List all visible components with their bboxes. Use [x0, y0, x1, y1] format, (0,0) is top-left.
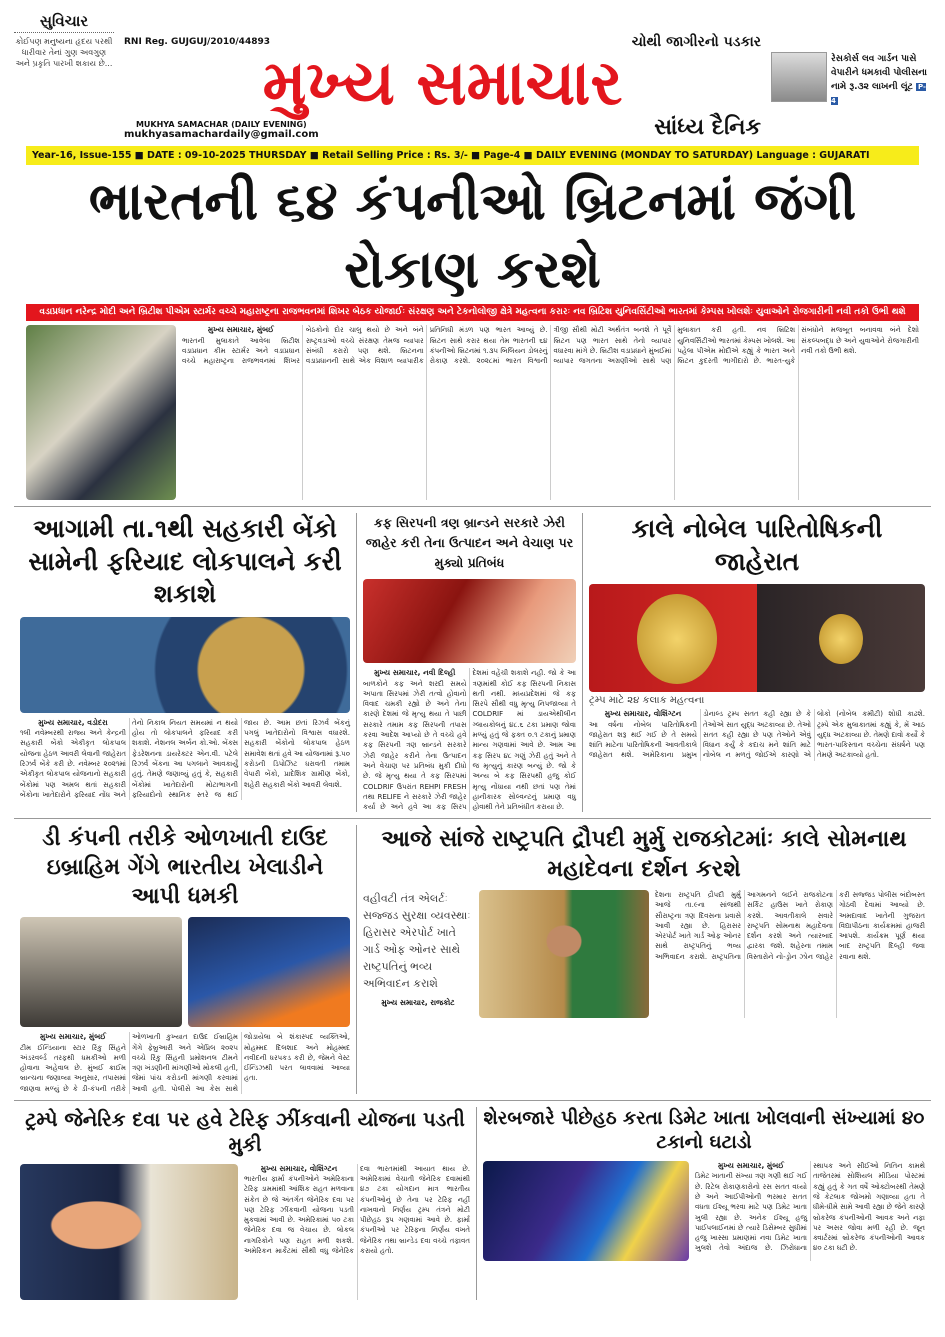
byline: મુખ્ય સમાચાર, રાજકોટ [381, 997, 455, 1007]
lead-headline: ભારતની ૬૪ કંપનીઓ બ્રિટનમાં જંગી રોકાણ કરશે [88, 172, 857, 300]
teaser-text: રેસકોર્સ લવ ગાર્ડન પાસે વેપારીને ધમકાવી પોલીસના નામે રૂ.૩૨ લાખની લૂંટ [831, 54, 928, 92]
article-text: ૧લી નવેમ્બરથી રાજ્ય અને કેન્દ્રની સહકારી બેંકો એકીકૃત લોકપાલ યોજના હેઠળ આવરી લેવાની જાહેરાત રિઝર્વ બેંકે કરી છે. નવેમ્બર ૨૦૨૧માં એકીકૃત લોકપાલ યોજનાનો સહકારી બેંકોમાં પણ અમલ થતાં સહકારી બેંકોના ખાતેદારોને ફરિયાદ નોંધ અને તેનો નિકાલ નિયત સમયમાં ન થયો હોય તો લોકપાલને ફરિયાદ કરી શકાશે. નેશનલ અર્બન કો.ઓ. બેંક્સ ફેડરેશનના ડાયરેક્ટર એન.વી. પટેલે રિઝર્વ બેંકના આ પગલાને આવકાર્યું હતું. તેમણે જણાવ્યું હતું કે, સહકારી બેંકોમાં ખાતેદારોની મોટાભાગની ફરિયાદોનો સ્થાનિક સ્તરે જ થઈ જાય છે. આમ છતાં રિઝર્વ બેંકનું પગલું ખાતેદારોનો વિશ્વાસ વધારશે. સહકારી બેંકોનો લોકપાલ હેઠળ સમાવેશ થતાં હવે આ યોજનામાં રૂ.૫૦ કરોડની ડિપોઝિટ ધરાવતી તમામ વેપારી બેંકો, પ્રાદેશિક ગ્રામીણ બેંકો, શહેરી સહકારી બેંકો આવરી લેવાશે. [20, 718, 350, 799]
masthead-tagline: ચોથી જાગીરનો પડકાર [631, 34, 761, 50]
president-subhead: વહીવટી તંત્ર એલર્ટઃ સજ્જડ સુરક્ષા વ્યવસ્થાઃ હિરાસર એરપોર્ટ ખાતે ગાર્ડ ઓફ ઓનર સાથે રાષ્ટ્રપતિનું ભવ્ય અભિવાદન કરાશે [363, 891, 471, 990]
president-photo [479, 890, 649, 1018]
trump-generic-body [244, 1164, 470, 1300]
president-body [655, 890, 925, 1018]
demat-body [695, 1161, 925, 1261]
page-badge: P-4 [831, 83, 926, 105]
masthead-center [124, 12, 761, 140]
lead-body [182, 325, 919, 500]
article-text: બાળકોને કફ અને શરદી સમયે અપાતા સિરપમાં ઝેરી તત્વો હોવાનો વિવાદ ચમકી રહ્યો છે અને તેના કારણે દેશમાં જે મૃત્યુ થયા તે પાછી સરકારે તમામ કફ સિરપની તપાસ કરવા આદેશ આપ્યો છે તે વચ્ચે હવે કફ સિરપની ત્રણ બ્રાન્ડને સરકારે ઝેરી જાહેર કરીને તેના ઉત્પાદન અને વેચાણ પર પ્રતિબંધ મુકી દીધો છે. જે મૃત્યુ થયા તે કફ સિરપમાં COLDRIF ઉપરાંત REHPI FRESH તથા RELIFE ને સરકારે ઝેરી જાહેર કર્યા છે અને હવે આ કફ સિરપ દેશમાં વહેંચી શકાશે નહી. જો કે આ ત્રણમાંથી કોઈ કફ સિરપની નિકાસ થતી નથી. મધ્યપ્રદેશમાં જે કફ સિરપે સૌથી વધુ મૃત્યુ નિપજાવ્યા તે COLDRIF માં ડાયએથીલીન ગ્લાયકોલનું ૪૮.૬ ટકા પ્રમાણ જોવા મળ્યું હતું જે ફક્ત ૦.૧ ટકાનું પ્રમાણ માન્ય ગણવામાં આવે છે. આમ આ કફ સિરપ ૪૮ ગણું ઝેરી હતું અને તે જ મૃત્યુનું કારણ બન્યું છે. જો કે અન્ય બે કફ સિરપથી હજુ કોઈ મૃત્યુ નોંધાયા નથી છતાં પણ તેમાં હાનીકારક સોલ્વન્ટનું પ્રમાણ વધુ હોવાથી તેને પ્રતિબંધીત કરાયા છે. [363, 669, 576, 812]
nobel-story [582, 513, 931, 812]
masthead [14, 12, 931, 140]
modi-starmer-photo [26, 325, 176, 500]
article-text: આ વર્ષના નોબેલ પારિતોષિકની જાહેરાત શરૂ થઈ ગઈ છે તે સમયે શાંતિ માટેના પારિતોષિકની આવતીકાલે જાહેરાત થશે. અમેરિકાના પ્રમુખ ડોનાલ્ડ ટ્રમ્પ સતત કહી રહ્યા છે કે તેઓએ સાત યુદ્ધ અટકાવ્યા છે. તેઓ સતત કહી રહ્યા છે પણ તેઓને એવું વિધાન કર્યું કે કદાચ મને શાંતિ માટે નોબેલ ન મળતું જોઈએ કારણો એ લોકો (નોબેલ કમીટી) શોધી કાઢશે. ટ્રમ્પે એક મુલાકાતમાં કહ્યું કે, મેં આઠ યુદ્ધ અટકાવ્યા છે. તેમણે દાવો કર્યો કે ભારત-પાકિસ્તાન વચ્ચેના સંઘર્ષને પણ તેમણે અટકાવ્યો હતો. [589, 710, 925, 760]
byline: મુખ્ય સમાચાર, મુંબઈ [39, 1032, 107, 1042]
byline: મુખ્ય સમાચાર, મુંબઈ [717, 1161, 785, 1171]
nobel-caption: ટ્રમ્પ માટે ૨૪ કલાક મહત્વના [589, 695, 705, 707]
president-headline: આજે સાંજે રાષ્ટ્રપતિ દ્રૌપદી મુર્મુ રાજકોટમાંઃ કાલે સોમનાથ મહાદેવના દર્શન કરશે [381, 826, 907, 882]
info-bar: Year-16, Issue-155 ■ DATE : 09-10-2025 THURSDAY ■ Retail Selling Price : Rs. 3/- ■ Page-4 ■ DAILY EVENING (MONDAY TO SATURDAY) Language : GUJARATI [26, 146, 919, 165]
byline: મુખ્ય સમાચાર, નવી દિલ્હી [374, 668, 456, 678]
president-story [356, 825, 931, 1094]
nobel-headline: કાલે નોબેલ પારિતોષિકની જાહેરાત [631, 514, 883, 576]
cough-syrup-photo [363, 579, 576, 663]
article-text: ભારતની મુલાકાતે આવેલા બ્રિટીશ વડાપ્રધાન કીમ સ્ટાર્મર અને વડાપ્રધાન વચ્ચે મહારાષ્ટ્રના રાજભવનમાં શિખર બેઠકોનો દોર ચાલુ થયો છે અને બંને રાષ્ટ્રવડાઓ વચ્ચે સંરક્ષણ તેમજ વ્યાપાર સંબંધી કરારો પણ થશે. બ્રિટનના વડાપ્રધાનની સાથે એક વિશાળ વ્યાપારીક પ્રતિનિધી મંડળ પણ ભારત આવ્યું છે. બ્રિટન સાથે કરાર થયા તેમ ભારતની ૬૪ કંપનીઓ બ્રિટનમાં ૧.૩૫ બિલિયન ડોલરનું રોકાણ કરશે. ૨૦૨૮માં ભારત વિશ્વની ત્રીજી સૌથી મોટી અર્થતંત્ર બનશે તે પૂર્વે બ્રિટન પણ ભારત સાથે તેનો વ્યાપાર વધારવા માંગે છે. બ્રિટીશ વડાપ્રધાને મુંબઈમાં વ્યાપાર જગતના અગ્રણીઓ સાથે પણ મુલાકાત કરી હતી. નવ બ્રિટિશ યુનિવર્સિટીઓ ભારતમાં કેમ્પસ ખોલશે. આ પહેલા પીએમ મોદીએ કહ્યું કે ભારત અને બ્રિટન કુદરતી ભાગીદારો છે. ભારત-યુકે સંબંધોને મજબૂત બનાવવા બંને દેશો સંકલ્પબદ્ધ છે અને યુવાઓને રોજગારીની નવી તકો ઉભી થશે. [182, 326, 919, 366]
english-name: MUKHYA SAMACHAR (DAILY EVENING) [135, 120, 307, 130]
cough-syrup-headline: કફ સિરપની ત્રણ બ્રાન્ડને સરકારે ઝેરી જાહેર કરી તેના ઉત્પાદન અને વેચાણ પર મુક્યો પ્રતિબંધ [365, 515, 574, 571]
suvichar-title: સુવિચાર [14, 12, 114, 33]
medal-shape [819, 614, 863, 664]
byline: મુખ્ય સમાચાર, મુંબઈ [207, 325, 274, 335]
rni-number: RNI Reg. GUJGUJ/2010/44893 [124, 37, 270, 47]
lead-story [14, 321, 931, 507]
article-text: ડિમેટ ખાતાની સંખ્યા ત્રણ ગણી થઈ ગઈ છે. રિટેલ રોકાણકારોનો રસ સતત વધ્યો છે અને આઈપીઓની ભરમાર સતત વધતા ઈશ્યૂ ભરવા માટે પણ ડિમેટ ખાતા ખુલી રહ્યા છે. અનેક ઈશ્યૂ હજુ પાઈપલાઈનમાં છે ત્યારે ડિસેમ્બર સુધીમાં હજુ ખાસ્સા પ્રમાણમાં નવા ડિમેટ ખાતા ખુલશે તેવો અંદાજ છે. ઝિરોધાના સ્થાપક અને સીઈઓ નિતિન કામથે તાજેતરમાં સોશિયલ મીડિયા પોસ્ટમાં કહ્યું હતું કે ગત વર્ષે ઓક્ટોબરથી તેમણે જે કેટલાક જોખમો ગણાવ્યા હતા તે ધીમે-ધીમે સામે આવી રહ્યા છે જેને કારણે બ્રોકરેજ કંપનીઓની આવક અને નફા પર અસર જોવા મળી રહી છે. જૂન ક્વાર્ટરમાં બ્રોકરેજ કંપનીઓની આવક ૪૦ ટકા ઘટી છે. [695, 1162, 925, 1253]
row-2 [14, 507, 931, 819]
coop-bank-body [20, 718, 350, 800]
demat-story [476, 1107, 931, 1300]
demat-headline: શેરબજારે પીછેહઠ કરતા ડિમેટ ખાતા ખોલવાની સંખ્યામાં ૪૦ ટકાનો ઘટાડો [483, 1108, 925, 1154]
gangster-photo [20, 917, 182, 1027]
byline: મુખ્ય સમાચાર, વડોદરા [38, 717, 108, 727]
dawood-story [14, 825, 356, 1094]
trump-medicine-photo [20, 1164, 238, 1300]
suvichar-text: કોઈપણ મનુષ્યના હૃદય પરથી ધારીવાર તેનાં ગુણ અવગુણ અને પ્રકૃતિ પારખી શકાય છે... [15, 37, 113, 68]
trump-generic-headline: ટ્રમ્પે જેનેરિક દવા પર હવે ટેરિફ ઝીંકવાની યોજના પડતી મુકી [25, 1108, 465, 1157]
article-text: ટીમ ઈન્ડિયાના સ્ટાર રિંકુ સિંહને અંડરવર્લ્ડ તરફથી ધમકીઓ મળી હોવાના અહેવાલ છે. મુંબઈ ક્રાઈમ બ્રાન્ચના જણાવ્યા અનુસાર, તપાસમાં જાણવા મળ્યું છે કે ડી-કંપની તરીકે ઓળખાતી કુખ્યાત દાઉદ ઈબ્રાહિમ ગેંગે ફેબ્રુઆરી અને એપ્રિલ ૨૦૨૫ વચ્ચે રિંકુ સિંહની પ્રમોશનલ ટીમને ત્રણ ખંડણીની માંગણીઓ મોકલી હતી, જેમાં પાંચ કરોડની માંગણી કરવામાં આવી હતી. પોલીસે આ કેસ સાથે જોડાયેલા બે શંકાસ્પદ વ્યક્તિઓ, મોહમ્મદ દિલશાદ અને મોહમ્મદ નવીદની ધરપકડ કરી છે, જેમને વેસ્ટ ઈન્ડિઝથી પરત લાવવામાં આવ્યા હતા. [20, 1033, 350, 1093]
demat-app-photo [483, 1161, 689, 1261]
teaser-photo [771, 52, 827, 102]
edition-label: સાંધ્ય દૈનિક [654, 115, 761, 141]
coop-bank-headline: આગામી તા.૧થી સહકારી બેંકો સામેની ફરિયાદ લોકપાલને કરી શકાશે [28, 514, 342, 609]
byline: મુખ્ય સમાચાર, વોશિંગ્ટન [604, 709, 682, 719]
coop-bank-story [14, 513, 356, 812]
trump-generic-story [14, 1107, 476, 1300]
row-4 [14, 1101, 931, 1306]
article-text: ભારતીય ફાર્મા કંપનીઓને અમેરિકાના ટેરિફ ડામમાંથી આંશિક રાહત મળવાના સંકેત છે જે અંતર્ગત જેનેરિક દવા પર પણ ટેરિફ ઝીંકવાની યોજના પડતી મુકવામાં આવી છે. અમેરિકામાં ૫૦ ટકા જેનેરિક દવા જ વેચાય છે. લોકલ નાગરિકોને પણ રાહત મળી શકશે. અમેરિકન માર્કેટમાં સૌથી વધુ જેનેરિક દવા ભારતમાંથી આયાત થાય છે. અમેરિકામાં વેચાતી જેનેરિક દવામાંથી ૪૭ ટકા યોગદાન માત્ર ભારતીય કંપનીઓનું છે તેના પર ટેરિફ નહીં નાખવાનો નિર્ણય ટ્રમ્પ તંત્રને મોટી પીછેહઠ રૂપ ગણવામાં આવે છે. ફાર્મા કંપનીઓ પર ટેરિફના નિર્ણય વખતે જેનેરિક તથા બ્રાન્ડેડ દવા વચ્ચે તફાવત કરાયો હતો. [244, 1164, 470, 1256]
email: mukhyasamachardaily@gmail.com [124, 129, 319, 141]
newspaper-logo: મુખ્ય સમાચાર [262, 46, 623, 119]
cough-syrup-story [356, 513, 582, 812]
medal-shape [637, 594, 717, 684]
nobel-medal-photo [589, 584, 925, 692]
article-text: દેશના રાષ્ટ્રપતિ દ્રૌપદી મુર્મુ આજે તા.૯ના સાંજથી સૌરાષ્ટ્રના ત્રણ દિવસના પ્રવાસે આવી રહ્યા છે. હિરાસર એરપોર્ટ ખાતે ગાર્ડ ઓફ ઓનર સાથે રાષ્ટ્રપતિનું ભવ્ય અભિવાદન કરાશે. રાષ્ટ્રપતિના આગમનને લઈને રાજકોટના સર્કિટ હાઉસ ખાતે રોકાણ કરશે. આવતીકાલે સવારે રાષ્ટ્રપતિ સોમનાથ મહાદેવના દર્શન કરશે અને ત્યારબાદ દ્વારકા જશે. શહેરના તમામ વિસ્તારોને નો-ડ્રોન ઝોન જાહેર કરી સજ્જડ પોલીસ બંદોબસ્ત ગોઠવી દેવામાં આવ્યો છે. અમદાવાદ ખાતેની ગુજરાત વિદ્યાપીઠના કાર્યક્રમમાં હાજરી આપશે. કાર્યક્રમ પૂર્ણ થયા બાદ રાષ્ટ્રપતિ દિલ્હી જવા રવાના થશે. [655, 890, 925, 961]
cough-syrup-body [363, 668, 576, 812]
teaser-story[interactable] [771, 12, 931, 108]
rinku-singh-photo [188, 917, 350, 1027]
byline: મુખ્ય સમાચાર, વોશિંગ્ટન [260, 1163, 338, 1173]
lead-strap: વડાપ્રધાન નરેન્દ્ર મોદી અને બ્રિટીશ પીએમ સ્ટાર્મર વચ્ચે મહારાષ્ટ્રના રાજભવનમાં શિખર બેઠક યોજાઈઃ સંરક્ષણ અને ટેકનોલોજી ક્ષેત્રે મહત્વના કરારઃ નવ બ્રિટિશ યુનિવર્સિટીઓ ભારતમાં કેમ્પસ ખોલશેઃ યુવાઓને રોજગારીની નવી તકો ઉભી થશે [26, 304, 919, 321]
nobel-body [589, 709, 925, 760]
row-3 [14, 819, 931, 1101]
dawood-headline: ડી કંપની તરીકે ઓળખાતી દાઉદ ઇબ્રાહિમ ગેંગે ભારતીય ખેલાડીને આપી ધમકી [42, 826, 328, 909]
rbi-photo [20, 617, 350, 713]
dawood-body [20, 1032, 350, 1094]
suvichar-box [14, 12, 114, 69]
